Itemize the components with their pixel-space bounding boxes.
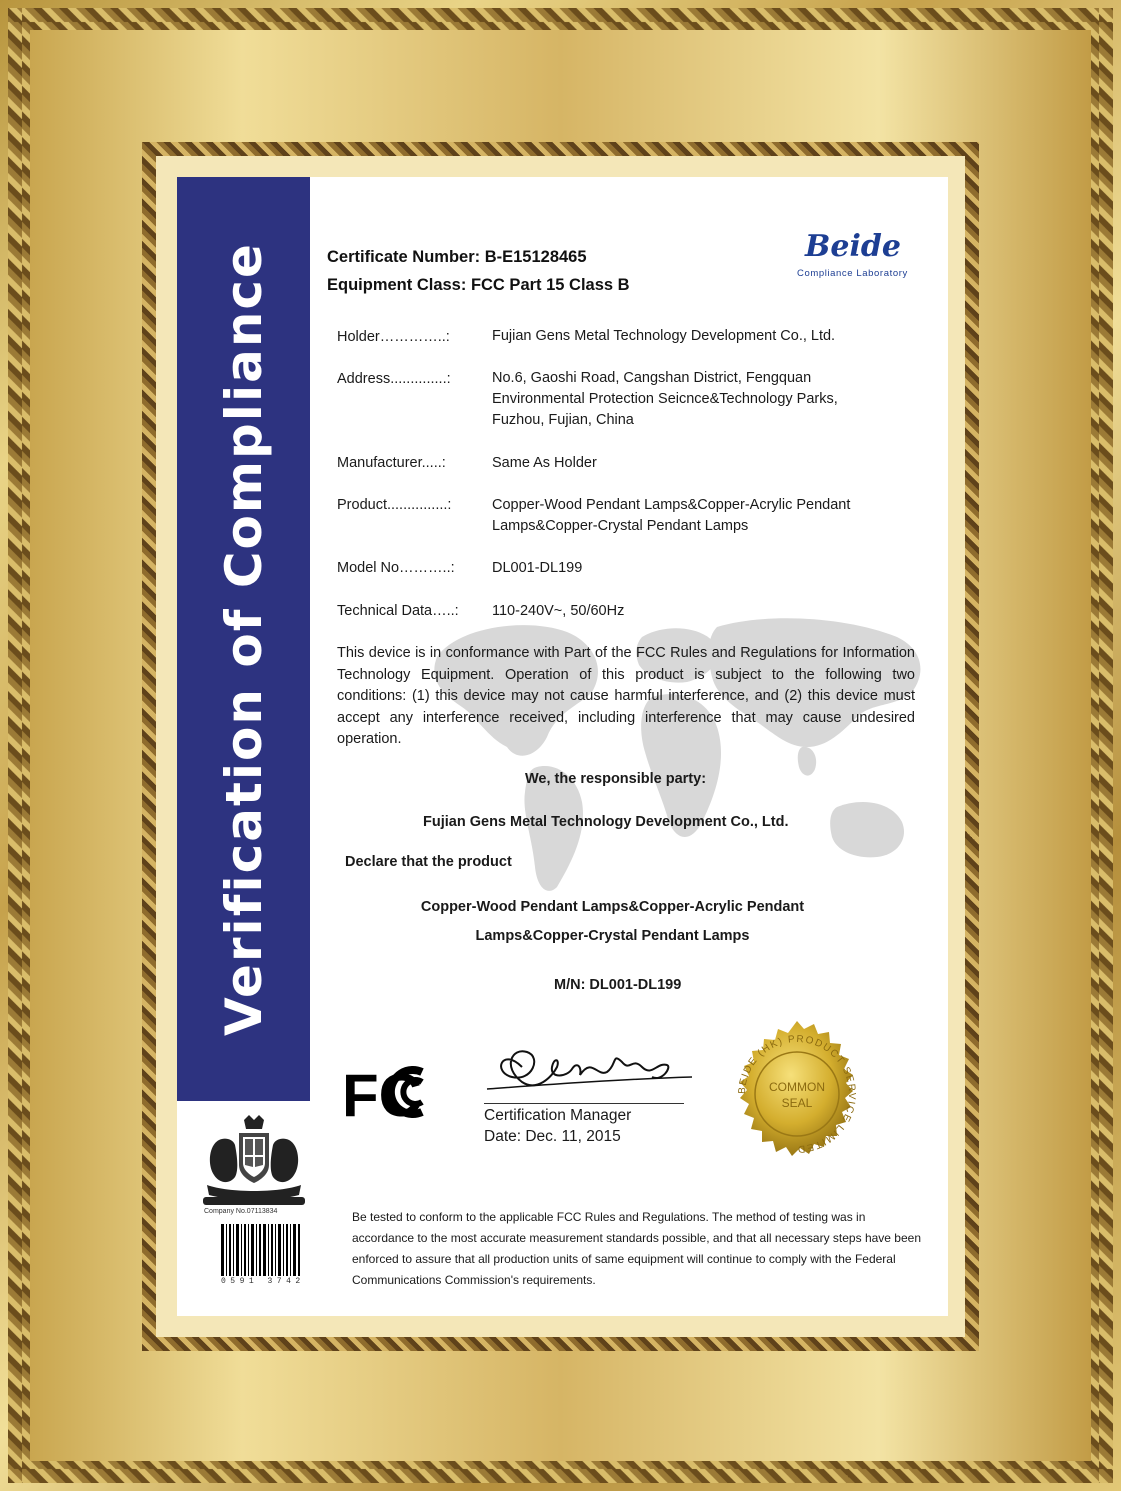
responsible-company: Fujian Gens Metal Technology Development Co., Ltd. <box>423 814 789 830</box>
manager-signature <box>482 1027 702 1107</box>
product-line: Copper-Wood Pendant Lamps&Copper-Acrylic Pendant <box>492 497 851 513</box>
fcc-logo <box>342 1062 432 1124</box>
manufacturer-value: Same As Holder <box>492 455 597 471</box>
declare-text: Declare that the product <box>345 854 512 870</box>
declared-product-line-1: Copper-Wood Pendant Lamps&Copper-Acrylic Pendant <box>420 899 805 915</box>
certificate-number: Certificate Number: B-E15128465 <box>327 248 587 266</box>
signature-title: Certification Manager <box>484 1107 632 1124</box>
technical-data-label: Technical Data…..: <box>337 603 459 619</box>
footer-statement: Be tested to conform to the applicable FCC Rules and Regulations. The method of testing was in accordance to the most accurate measurement standards possible, and that all necessary steps have been enforced to assure that all production units of same equipment will continue to comply with the Federal Communications Commission's requirements. <box>352 1210 921 1287</box>
seal-center-line-1: COMMON <box>769 1080 825 1094</box>
product-label: Product...............: <box>337 497 452 513</box>
fcc-logo-text: FC <box>342 1062 422 1124</box>
gold-seal <box>722 1019 872 1169</box>
signature-line <box>484 1103 684 1104</box>
holder-value: Fujian Gens Metal Technology Development Co., Ltd. <box>492 328 836 344</box>
declared-product-line-2: Lamps&Copper-Crystal Pendant Lamps <box>475 928 750 944</box>
company-number: Company No.07113834 <box>204 1208 278 1215</box>
address-label: Address..............: <box>337 371 451 387</box>
manufacturer-label: Manufacturer.....: <box>337 455 446 471</box>
seal-ring-text: BEIDE (HK) PRODUCT SERVICE LIMITED <box>736 1033 858 1155</box>
sidebar-title: Verification of Compliance <box>215 242 273 1036</box>
responsible-party-heading: We, the responsible party: <box>525 771 707 787</box>
conformance-paragraph: This device is in conformance with Part of the FCC Rules and Regulations for Information Technology Equipment. Operation of this product is subject to the following two conditions: (1) this device may not cause harmful interference, and (2) this device must accept any interference received, including interference that may cause undesired operation. <box>337 645 915 747</box>
model-label: Model No………..: <box>337 560 455 576</box>
technical-data-value: 110-240V~, 50/60Hz <box>492 603 625 619</box>
signature-date: Date: Dec. 11, 2015 <box>484 1128 621 1145</box>
beide-logo: Beide <box>805 229 901 264</box>
barcode-number: 0591 3742 <box>221 1277 305 1286</box>
product-line: Lamps&Copper-Crystal Pendant Lamps <box>492 518 749 534</box>
royal-crest-emblem <box>199 1115 309 1207</box>
sidebar-banner <box>177 177 310 1101</box>
product-value <box>492 495 850 537</box>
address-value <box>492 368 838 431</box>
certificate-paper <box>177 177 948 1316</box>
declared-model: M/N: DL001-DL199 <box>554 977 682 993</box>
model-value: DL001-DL199 <box>492 560 583 576</box>
seal-center-line-2: SEAL <box>781 1096 813 1110</box>
beide-logo-subtitle: Compliance Laboratory <box>797 268 908 279</box>
equipment-class: Equipment Class: FCC Part 15 Class B <box>327 276 630 294</box>
address-line: Environmental Protection Seicnce&Technology Parks, <box>492 391 838 407</box>
address-line: Fuzhou, Fujian, China <box>492 412 634 428</box>
address-line: No.6, Gaoshi Road, Cangshan District, Fengquan <box>492 370 812 386</box>
holder-label: Holder…………..: <box>337 329 450 345</box>
barcode <box>221 1224 301 1276</box>
